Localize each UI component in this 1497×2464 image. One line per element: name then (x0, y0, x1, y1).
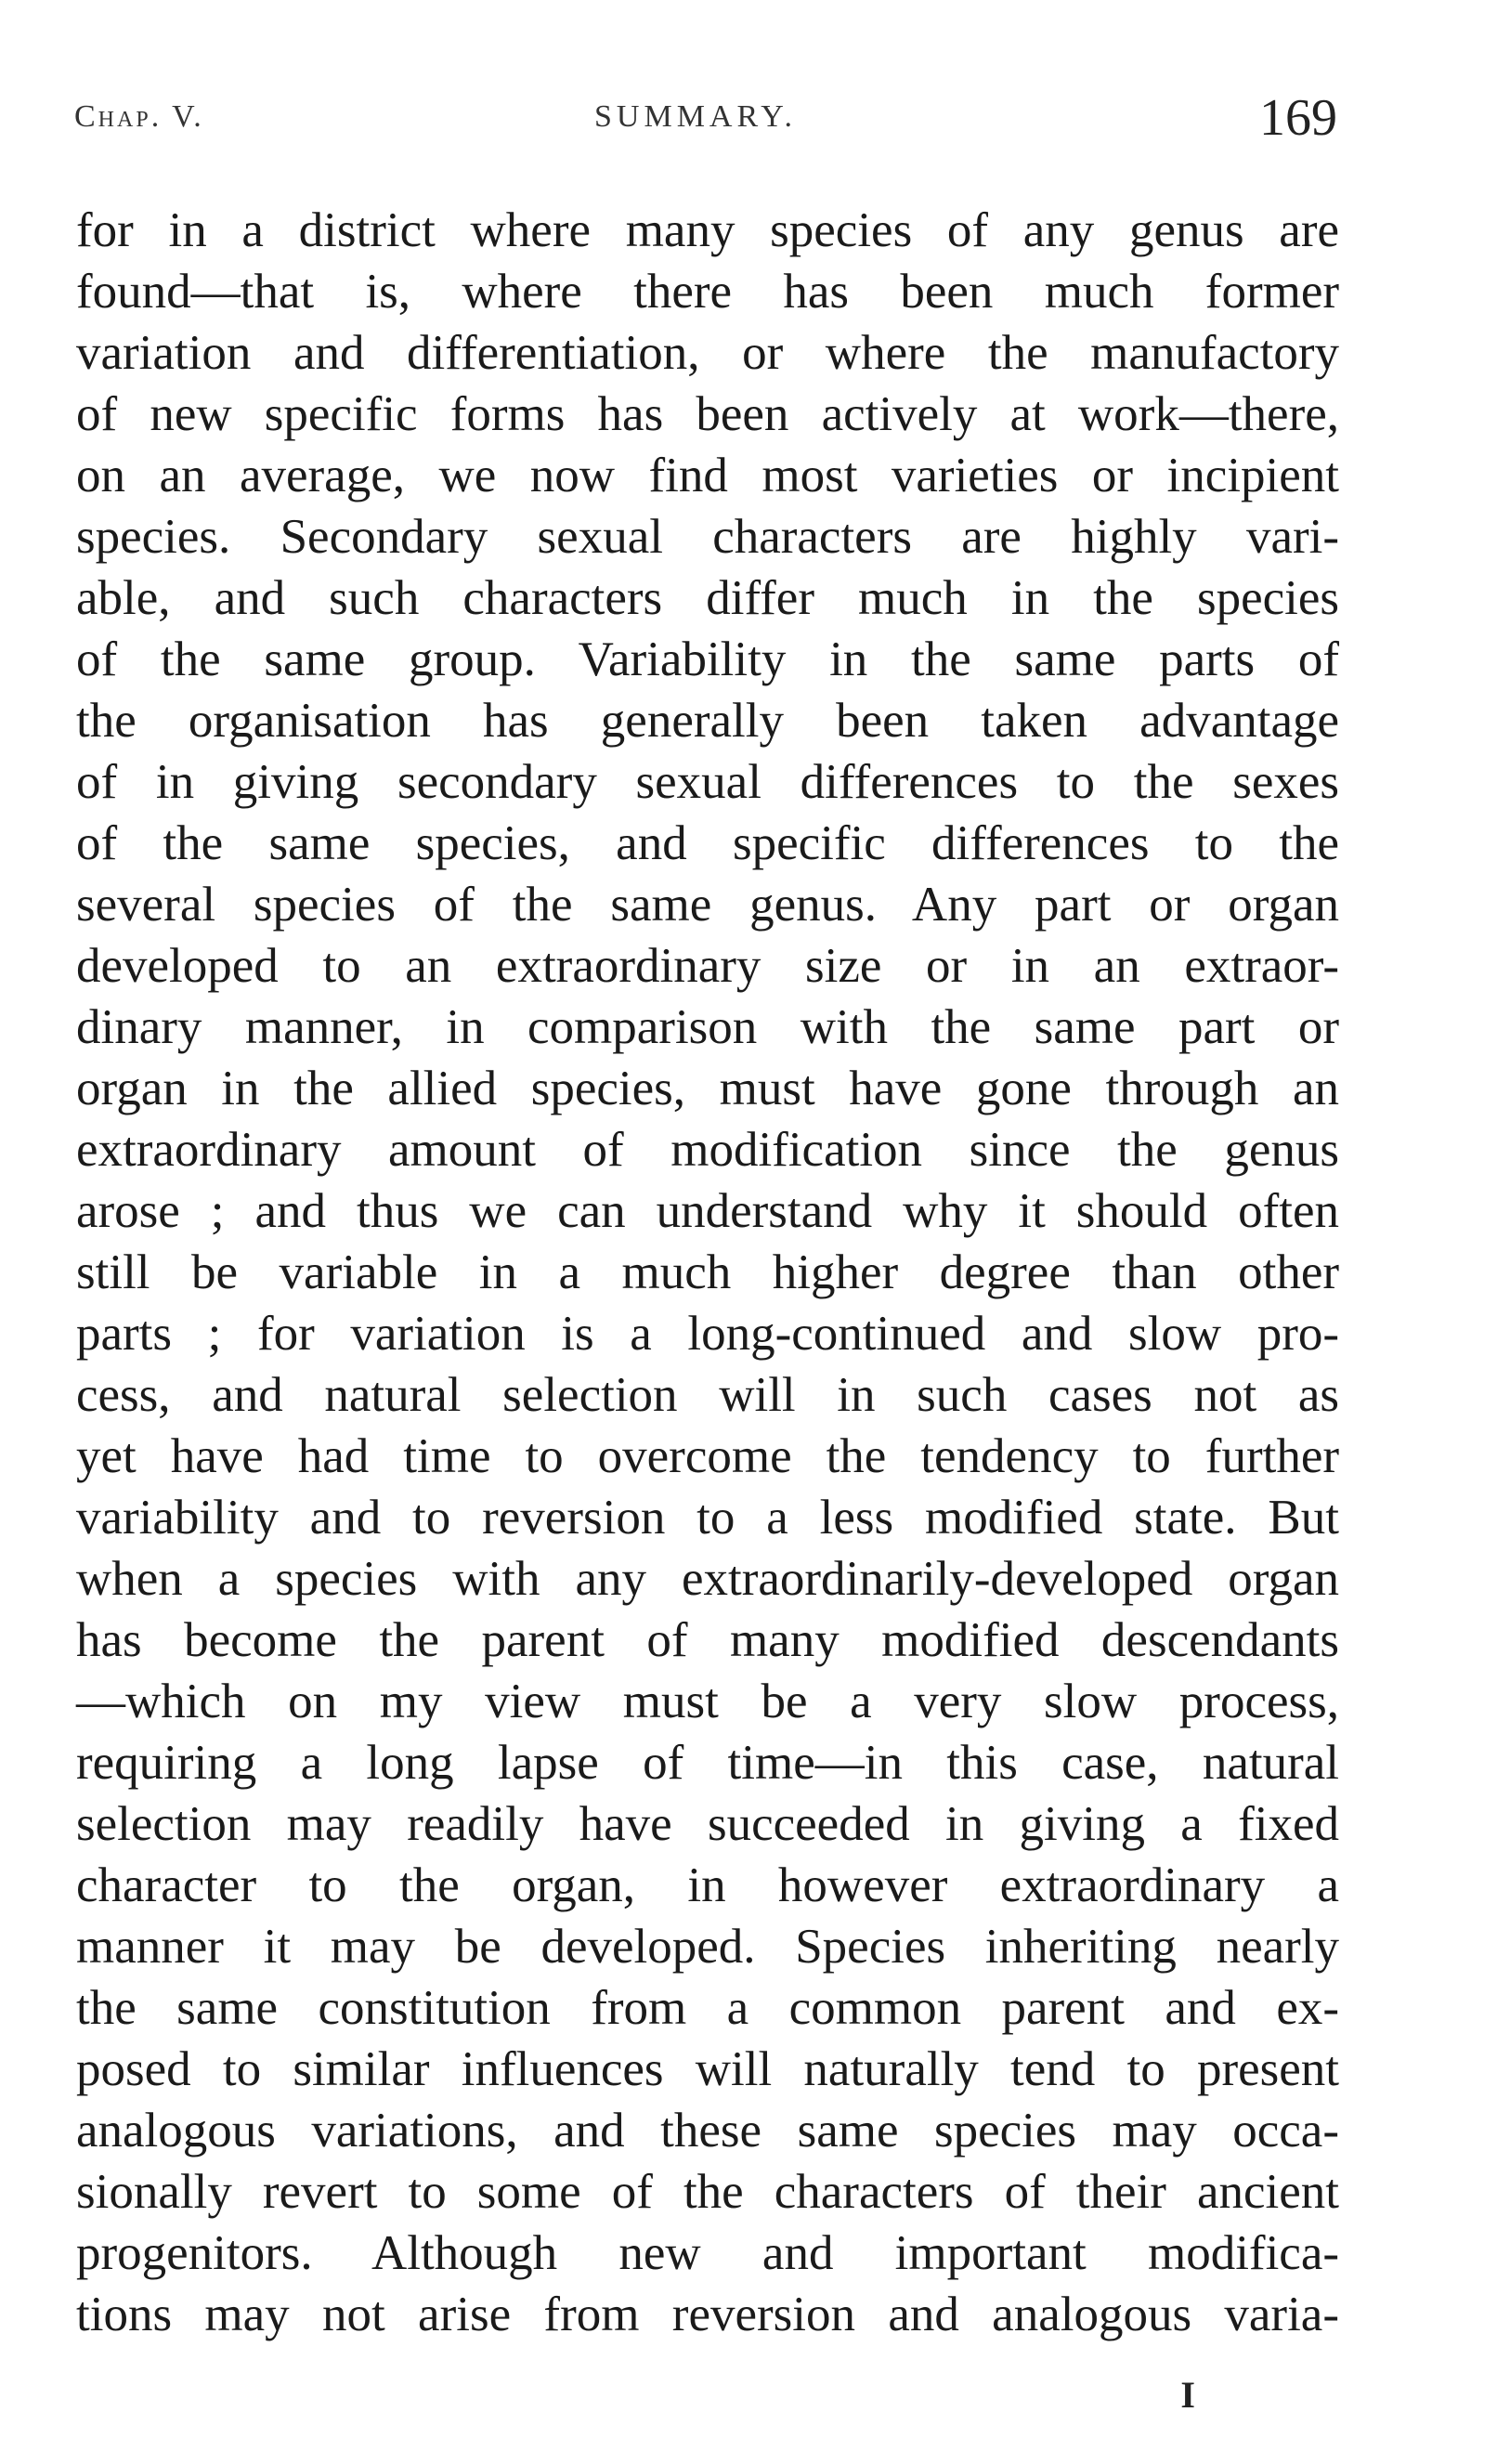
running-title: SUMMARY. (594, 99, 797, 134)
text-line: manner it may be developed. Species inheriting nearly (76, 1920, 1339, 1974)
text-line: the organisation has generally been taken advantage (76, 694, 1339, 748)
text-line: analogous variations, and these same species may occa- (76, 2104, 1339, 2158)
text-line: has become the parent of many modified descendants (76, 1613, 1339, 1667)
text-line: progenitors. Although new and important modifica- (76, 2226, 1339, 2280)
text-line: of in giving secondary sexual differences to the sexes (76, 755, 1339, 809)
text-line: tions may not arise from reversion and analogous varia- (76, 2288, 1339, 2341)
text-line: character to the organ, in however extraordinary a (76, 1858, 1339, 1912)
text-line: variability and to reversion to a less modified state. But (76, 1491, 1339, 1545)
text-line: extraordinary amount of modification since the genus (76, 1123, 1339, 1177)
running-header (74, 88, 1337, 153)
text-line: —which on my view must be a very slow process, (76, 1675, 1339, 1728)
text-line: able, and such characters differ much in the species (76, 571, 1339, 625)
text-line: developed to an extraordinary size or in an extraor- (76, 939, 1339, 993)
text-line: requiring a long lapse of time—in this case, natural (76, 1736, 1339, 1790)
text-line: parts ; for variation is a long-continued and slow pro- (76, 1307, 1339, 1361)
text-line: found—that is, where there has been much former (76, 265, 1339, 319)
text-line: of the same species, and specific differences to the (76, 816, 1339, 870)
text-line: yet have had time to overcome the tendency to further (76, 1429, 1339, 1483)
text-line: when a species with any extraordinarily-developed organ (76, 1552, 1339, 1606)
text-line: variation and differentiation, or where the manufactory (76, 326, 1339, 380)
text-line: sionally revert to some of the characters of their ancient (76, 2165, 1339, 2219)
body-paragraph (76, 200, 1339, 2345)
text-line: still be variable in a much higher degree than other (76, 1245, 1339, 1299)
text-line: for in a district where many species of any genus are (76, 203, 1339, 257)
page-number: 169 (1259, 89, 1337, 147)
text-line: the same constitution from a common parent and ex- (76, 1981, 1339, 2035)
text-line: of new specific forms has been actively at work—there, (76, 387, 1339, 441)
text-line: species. Secondary sexual characters are highly vari- (76, 510, 1339, 564)
text-line: of the same group. Variability in the same parts of (76, 632, 1339, 686)
text-line: arose ; and thus we can understand why it should often (76, 1184, 1339, 1238)
text-line: posed to similar influences will naturally tend to present (76, 2042, 1339, 2096)
text-line: selection may readily have succeeded in giving a fixed (76, 1797, 1339, 1851)
text-line: organ in the allied species, must have gone through an (76, 1062, 1339, 1115)
chapter-label: Chap. V. (74, 99, 204, 134)
text-line: dinary manner, in comparison with the same part or (76, 1000, 1339, 1054)
text-line: several species of the same genus. Any part or organ (76, 878, 1339, 932)
text-line: cess, and natural selection will in such cases not as (76, 1368, 1339, 1422)
text-line: on an average, we now find most varieties or incipient (76, 449, 1339, 502)
signature-mark: I (1180, 2374, 1195, 2416)
